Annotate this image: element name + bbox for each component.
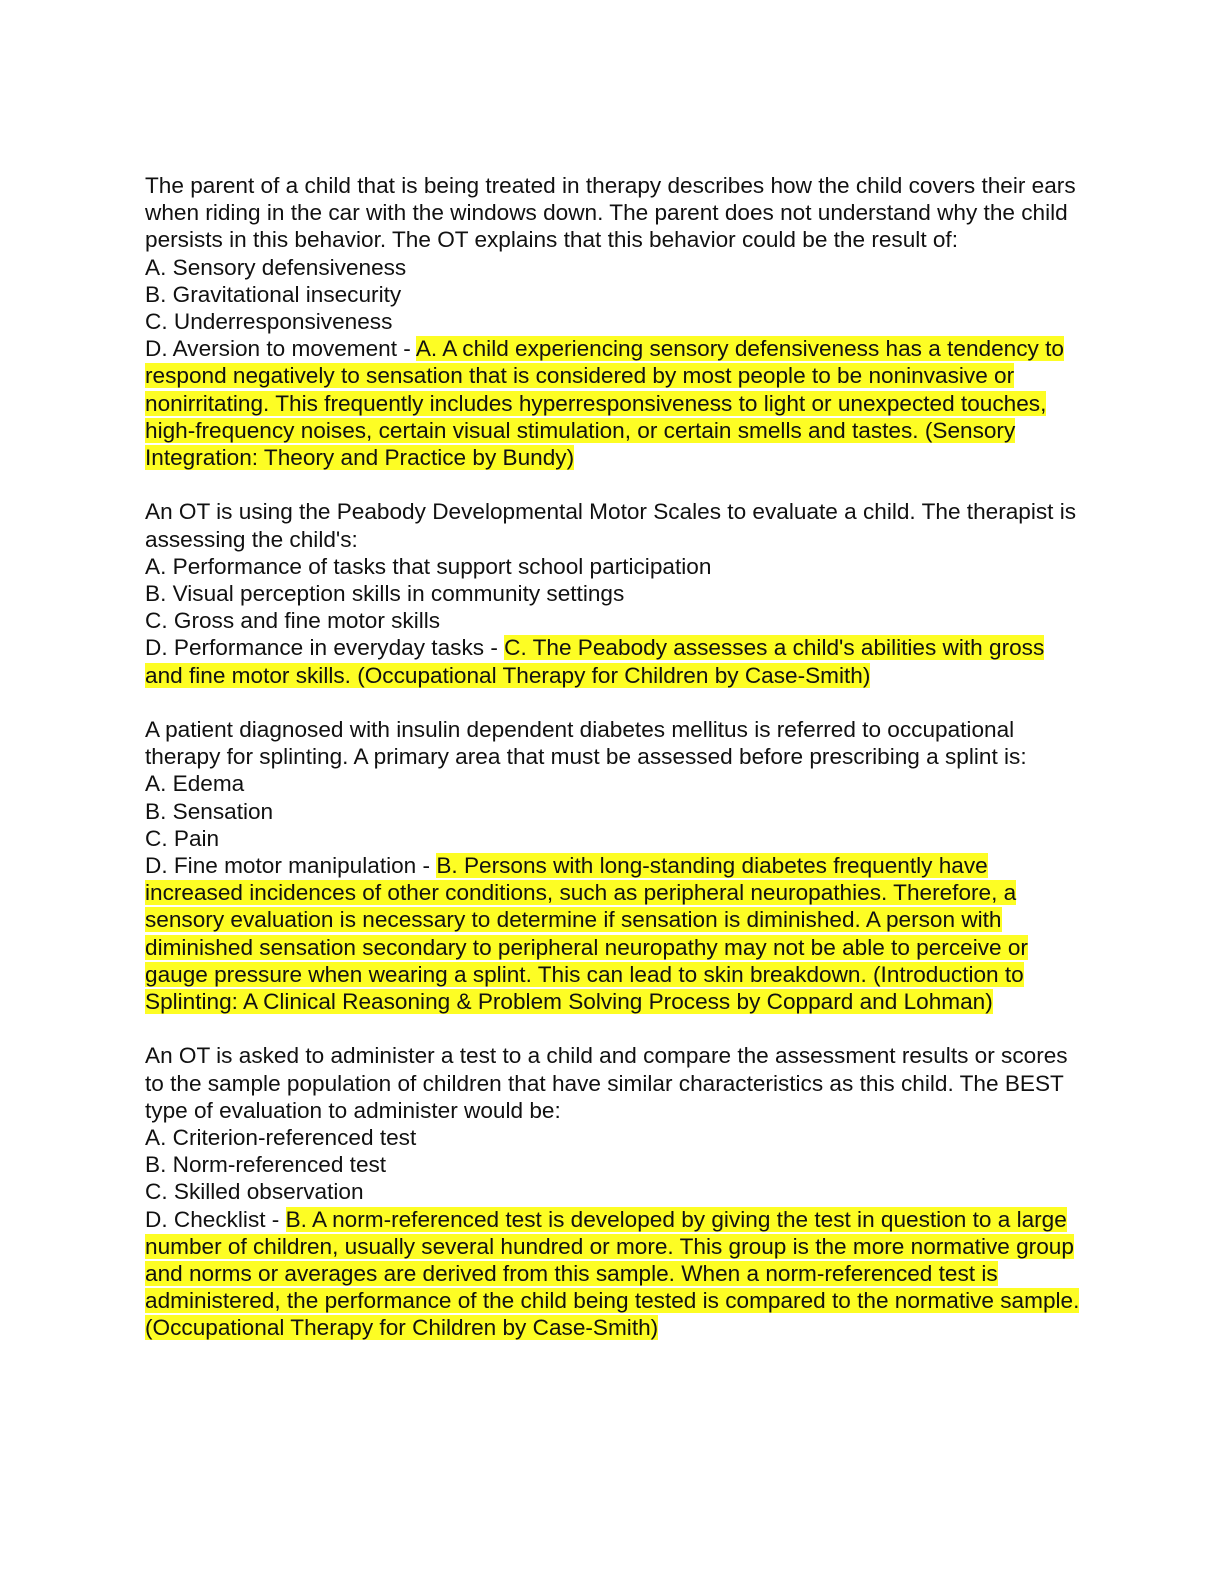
option-b: B. Gravitational insecurity xyxy=(145,281,402,307)
option-a: A. Performance of tasks that support school participation xyxy=(145,553,712,579)
question-2 xyxy=(145,498,1080,688)
question-4 xyxy=(145,1042,1080,1341)
question-stem: The parent of a child that is being treated in therapy describes how the child covers their ears when riding in the car with the windows down. The parent does not understand why the child persists in this behavior. The OT explains that this behavior could be the result of: xyxy=(145,173,1076,253)
option-d: D. Aversion to movement - xyxy=(145,336,416,362)
option-d: D. Fine motor manipulation - xyxy=(145,853,437,879)
question-1 xyxy=(145,172,1080,471)
option-b: B. Visual perception skills in community settings xyxy=(145,581,625,607)
question-stem: A patient diagnosed with insulin dependent diabetes mellitus is referred to occupational therapy for splinting. A primary area that must be assessed before prescribing a splint is: xyxy=(145,717,1027,770)
answer-explanation: C. The Peabody assesses a child's abilities with gross and fine motor skills. (Occupational Therapy for Children by Case-Smith) xyxy=(145,635,1045,688)
option-b: B. Norm-referenced test xyxy=(145,1152,387,1178)
option-c: C. Pain xyxy=(145,825,220,851)
option-a: A. Criterion-referenced test xyxy=(145,1125,417,1151)
option-d: D. Performance in everyday tasks - xyxy=(145,635,505,661)
option-a: A. Edema xyxy=(145,771,245,797)
question-3 xyxy=(145,716,1080,1015)
question-stem: An OT is asked to administer a test to a child and compare the assessment results or scores to the sample population of children that have similar characteristics as this child. The BEST type of evaluation to administer would be: xyxy=(145,1043,1068,1123)
option-c: C. Skilled observation xyxy=(145,1179,364,1205)
option-c: C. Underresponsiveness xyxy=(145,309,393,335)
option-a: A. Sensory defensiveness xyxy=(145,254,407,280)
answer-explanation: A. A child experiencing sensory defensiveness has a tendency to respond negatively to sensation that is considered by most people to be noninvasive or nonirritating. This frequently includes hyperresponsiveness to light or unexpected touches, high-frequency noises, certain visual stimulation, or certain smells and tastes. (Sensory Integration: Theory and Practice by Bundy) xyxy=(145,336,1064,471)
answer-explanation: B. Persons with long-standing diabetes frequently have increased incidences of other conditions, such as peripheral neuropathies. Therefore, a sensory evaluation is necessary to determine if sensation is diminished. A person with diminished sensation secondary to peripheral neuropathy may not be able to perceive or gauge pressure when wearing a splint. This can lead to skin breakdown. (Introduction to Splinting: A Clinical Reasoning & Problem Solving Process by Coppard and Lohman) xyxy=(145,853,1028,1015)
option-b: B. Sensation xyxy=(145,798,274,824)
question-stem: An OT is using the Peabody Developmental Motor Scales to evaluate a child. The therapist is assessing the child's: xyxy=(145,499,1077,552)
option-d: D. Checklist - xyxy=(145,1206,286,1232)
document-body xyxy=(145,172,1080,1369)
answer-explanation: B. A norm-referenced test is developed by giving the test in question to a large number of children, usually several hundred or more. This group is the more normative group and norms or averages are derived from this sample. When a norm-referenced test is administered, the performance of the child being tested is compared to the normative sample. (Occupational Therapy for Children by Case-Smith) xyxy=(145,1206,1080,1341)
option-c: C. Gross and fine motor skills xyxy=(145,608,441,634)
